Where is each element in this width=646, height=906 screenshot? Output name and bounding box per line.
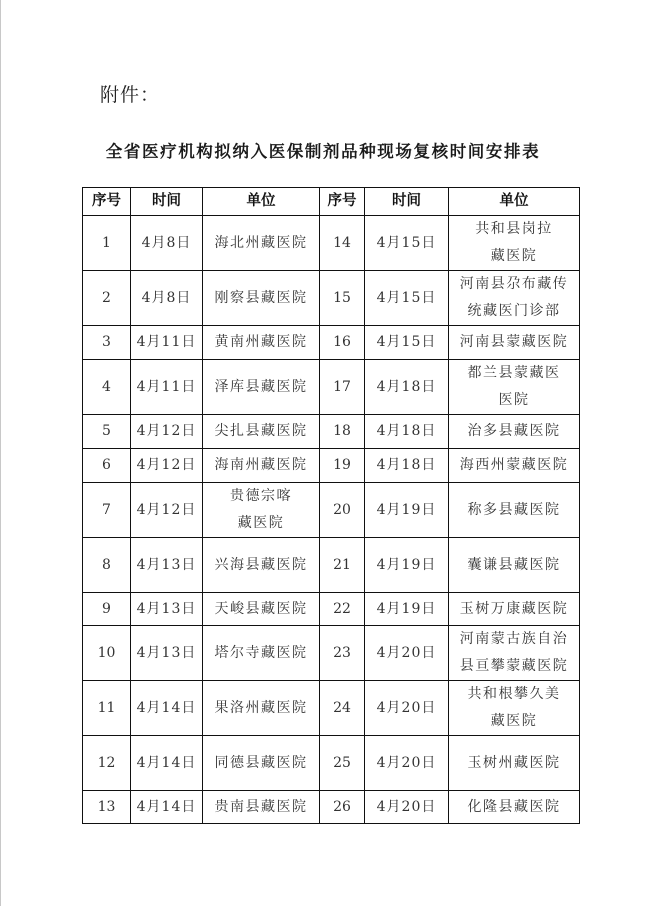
hospital-name bbox=[449, 626, 580, 681]
table-row bbox=[83, 326, 580, 360]
hospital-name bbox=[203, 326, 320, 360]
hospital-name bbox=[203, 271, 320, 326]
review-date: 4月14日 bbox=[131, 736, 203, 791]
row-number: 23 bbox=[320, 626, 365, 681]
row-number: 25 bbox=[320, 736, 365, 791]
hospital-name-line: 尖扎县藏医院 bbox=[214, 423, 308, 439]
hospital-name bbox=[449, 791, 580, 824]
hospital-name bbox=[203, 791, 320, 824]
hospital-name bbox=[203, 216, 320, 271]
header-unit: 单位 bbox=[449, 188, 580, 216]
hospital-name-line: 藏医院 bbox=[490, 248, 538, 264]
review-date: 4月13日 bbox=[131, 626, 203, 681]
table-row bbox=[83, 216, 580, 271]
schedule-table bbox=[82, 187, 580, 824]
table-row bbox=[83, 681, 580, 736]
header-no: 序号 bbox=[320, 188, 365, 216]
hospital-name bbox=[203, 593, 320, 626]
hospital-name-line: 治多县藏医院 bbox=[467, 423, 561, 439]
review-date: 4月8日 bbox=[131, 216, 203, 271]
hospital-name bbox=[449, 593, 580, 626]
review-date: 4月8日 bbox=[131, 271, 203, 326]
review-date: 4月12日 bbox=[131, 415, 203, 449]
hospital-name-line: 黄南州藏医院 bbox=[214, 334, 308, 350]
row-number: 10 bbox=[83, 626, 131, 681]
hospital-name-line: 都兰县蒙藏医 bbox=[467, 365, 561, 381]
row-number: 14 bbox=[320, 216, 365, 271]
hospital-name-line: 称多县藏医院 bbox=[467, 501, 561, 518]
row-number: 18 bbox=[320, 415, 365, 449]
table-row bbox=[83, 483, 580, 538]
review-date: 4月18日 bbox=[365, 415, 449, 449]
row-number: 24 bbox=[320, 681, 365, 736]
review-date: 4月20日 bbox=[365, 626, 449, 681]
hospital-name-line: 海南州藏医院 bbox=[214, 457, 308, 473]
hospital-name-line: 藏医院 bbox=[490, 713, 538, 729]
row-number: 3 bbox=[83, 326, 131, 360]
header-no: 序号 bbox=[83, 188, 131, 216]
review-date: 4月20日 bbox=[365, 736, 449, 791]
hospital-name-line: 刚察县藏医院 bbox=[214, 289, 308, 306]
hospital-name-line: 塔尔寺藏医院 bbox=[214, 644, 308, 661]
table-row bbox=[83, 271, 580, 326]
row-number: 26 bbox=[320, 791, 365, 824]
row-number: 5 bbox=[83, 415, 131, 449]
hospital-name-line: 河南县蒙藏医院 bbox=[459, 334, 569, 350]
row-number: 2 bbox=[83, 271, 131, 326]
row-number: 7 bbox=[83, 483, 131, 538]
review-date: 4月11日 bbox=[131, 326, 203, 360]
review-date: 4月19日 bbox=[365, 483, 449, 538]
hospital-name-line: 玉树万康藏医院 bbox=[459, 600, 569, 617]
hospital-name bbox=[203, 483, 320, 538]
row-number: 22 bbox=[320, 593, 365, 626]
hospital-name-line: 河南县尕布藏传 bbox=[459, 276, 569, 292]
hospital-name-line: 化隆县藏医院 bbox=[467, 798, 561, 815]
row-number: 13 bbox=[83, 791, 131, 824]
hospital-name-line: 共和根攀久美 bbox=[467, 686, 561, 702]
review-date: 4月12日 bbox=[131, 449, 203, 483]
hospital-name-line: 共和县岗拉 bbox=[475, 221, 553, 237]
row-number: 11 bbox=[83, 681, 131, 736]
review-date: 4月19日 bbox=[365, 538, 449, 593]
row-number: 4 bbox=[83, 360, 131, 415]
hospital-name bbox=[449, 483, 580, 538]
hospital-name bbox=[203, 681, 320, 736]
row-number: 16 bbox=[320, 326, 365, 360]
review-date: 4月20日 bbox=[365, 681, 449, 736]
hospital-name bbox=[449, 681, 580, 736]
review-date: 4月18日 bbox=[365, 360, 449, 415]
hospital-name-line: 泽库县藏医院 bbox=[214, 378, 308, 395]
hospital-name bbox=[449, 415, 580, 449]
hospital-name bbox=[449, 538, 580, 593]
hospital-name bbox=[449, 360, 580, 415]
table-row bbox=[83, 791, 580, 824]
review-date: 4月15日 bbox=[365, 216, 449, 271]
review-date: 4月14日 bbox=[131, 681, 203, 736]
hospital-name-line: 河南蒙古族自治 bbox=[459, 631, 569, 647]
hospital-name-line: 玉树州藏医院 bbox=[467, 754, 561, 771]
table-row bbox=[83, 538, 580, 593]
review-date: 4月19日 bbox=[365, 593, 449, 626]
hospital-name-line: 贵南县藏医院 bbox=[214, 798, 308, 815]
hospital-name-line: 果洛州藏医院 bbox=[214, 699, 308, 716]
hospital-name-line: 藏医院 bbox=[237, 515, 285, 531]
table-row bbox=[83, 415, 580, 449]
attachment-label: 附件： bbox=[100, 84, 161, 106]
table-row bbox=[83, 593, 580, 626]
hospital-name-line: 医院 bbox=[498, 392, 530, 408]
header-date: 时间 bbox=[131, 188, 203, 216]
header-unit: 单位 bbox=[203, 188, 320, 216]
hospital-name bbox=[449, 271, 580, 326]
row-number: 6 bbox=[83, 449, 131, 483]
hospital-name bbox=[203, 360, 320, 415]
hospital-name-line: 囊谦县藏医院 bbox=[467, 556, 561, 573]
hospital-name bbox=[449, 326, 580, 360]
hospital-name bbox=[203, 538, 320, 593]
hospital-name bbox=[203, 626, 320, 681]
header-date: 时间 bbox=[365, 188, 449, 216]
row-number: 19 bbox=[320, 449, 365, 483]
hospital-name-line: 海西州蒙藏医院 bbox=[459, 457, 569, 473]
review-date: 4月20日 bbox=[365, 791, 449, 824]
hospital-name bbox=[203, 449, 320, 483]
hospital-name bbox=[203, 415, 320, 449]
table-row bbox=[83, 449, 580, 483]
hospital-name-line: 海北州藏医院 bbox=[214, 234, 308, 251]
table-row bbox=[83, 360, 580, 415]
hospital-name-line: 同德县藏医院 bbox=[214, 754, 308, 771]
row-number: 15 bbox=[320, 271, 365, 326]
review-date: 4月12日 bbox=[131, 483, 203, 538]
row-number: 12 bbox=[83, 736, 131, 791]
hospital-name-line: 兴海县藏医院 bbox=[214, 556, 308, 573]
hospital-name-line: 县亘攀蒙藏医院 bbox=[459, 658, 569, 674]
row-number: 21 bbox=[320, 538, 365, 593]
row-number: 17 bbox=[320, 360, 365, 415]
page-edge bbox=[0, 0, 1, 906]
table-row bbox=[83, 626, 580, 681]
review-date: 4月13日 bbox=[131, 538, 203, 593]
review-date: 4月15日 bbox=[365, 326, 449, 360]
review-date: 4月14日 bbox=[131, 791, 203, 824]
review-date: 4月18日 bbox=[365, 449, 449, 483]
hospital-name bbox=[203, 736, 320, 791]
row-number: 20 bbox=[320, 483, 365, 538]
hospital-name bbox=[449, 449, 580, 483]
table-row bbox=[83, 736, 580, 791]
review-date: 4月15日 bbox=[365, 271, 449, 326]
row-number: 9 bbox=[83, 593, 131, 626]
table-header-row bbox=[83, 188, 580, 216]
hospital-name-line: 天峻县藏医院 bbox=[214, 600, 308, 617]
hospital-name-line: 贵德宗喀 bbox=[230, 488, 292, 504]
hospital-name bbox=[449, 216, 580, 271]
row-number: 8 bbox=[83, 538, 131, 593]
review-date: 4月11日 bbox=[131, 360, 203, 415]
row-number: 1 bbox=[83, 216, 131, 271]
document-title: 全省医疗机构拟纳入医保制剂品种现场复核时间安排表 bbox=[105, 142, 541, 161]
review-date: 4月13日 bbox=[131, 593, 203, 626]
hospital-name bbox=[449, 736, 580, 791]
hospital-name-line: 统藏医门诊部 bbox=[467, 303, 561, 319]
